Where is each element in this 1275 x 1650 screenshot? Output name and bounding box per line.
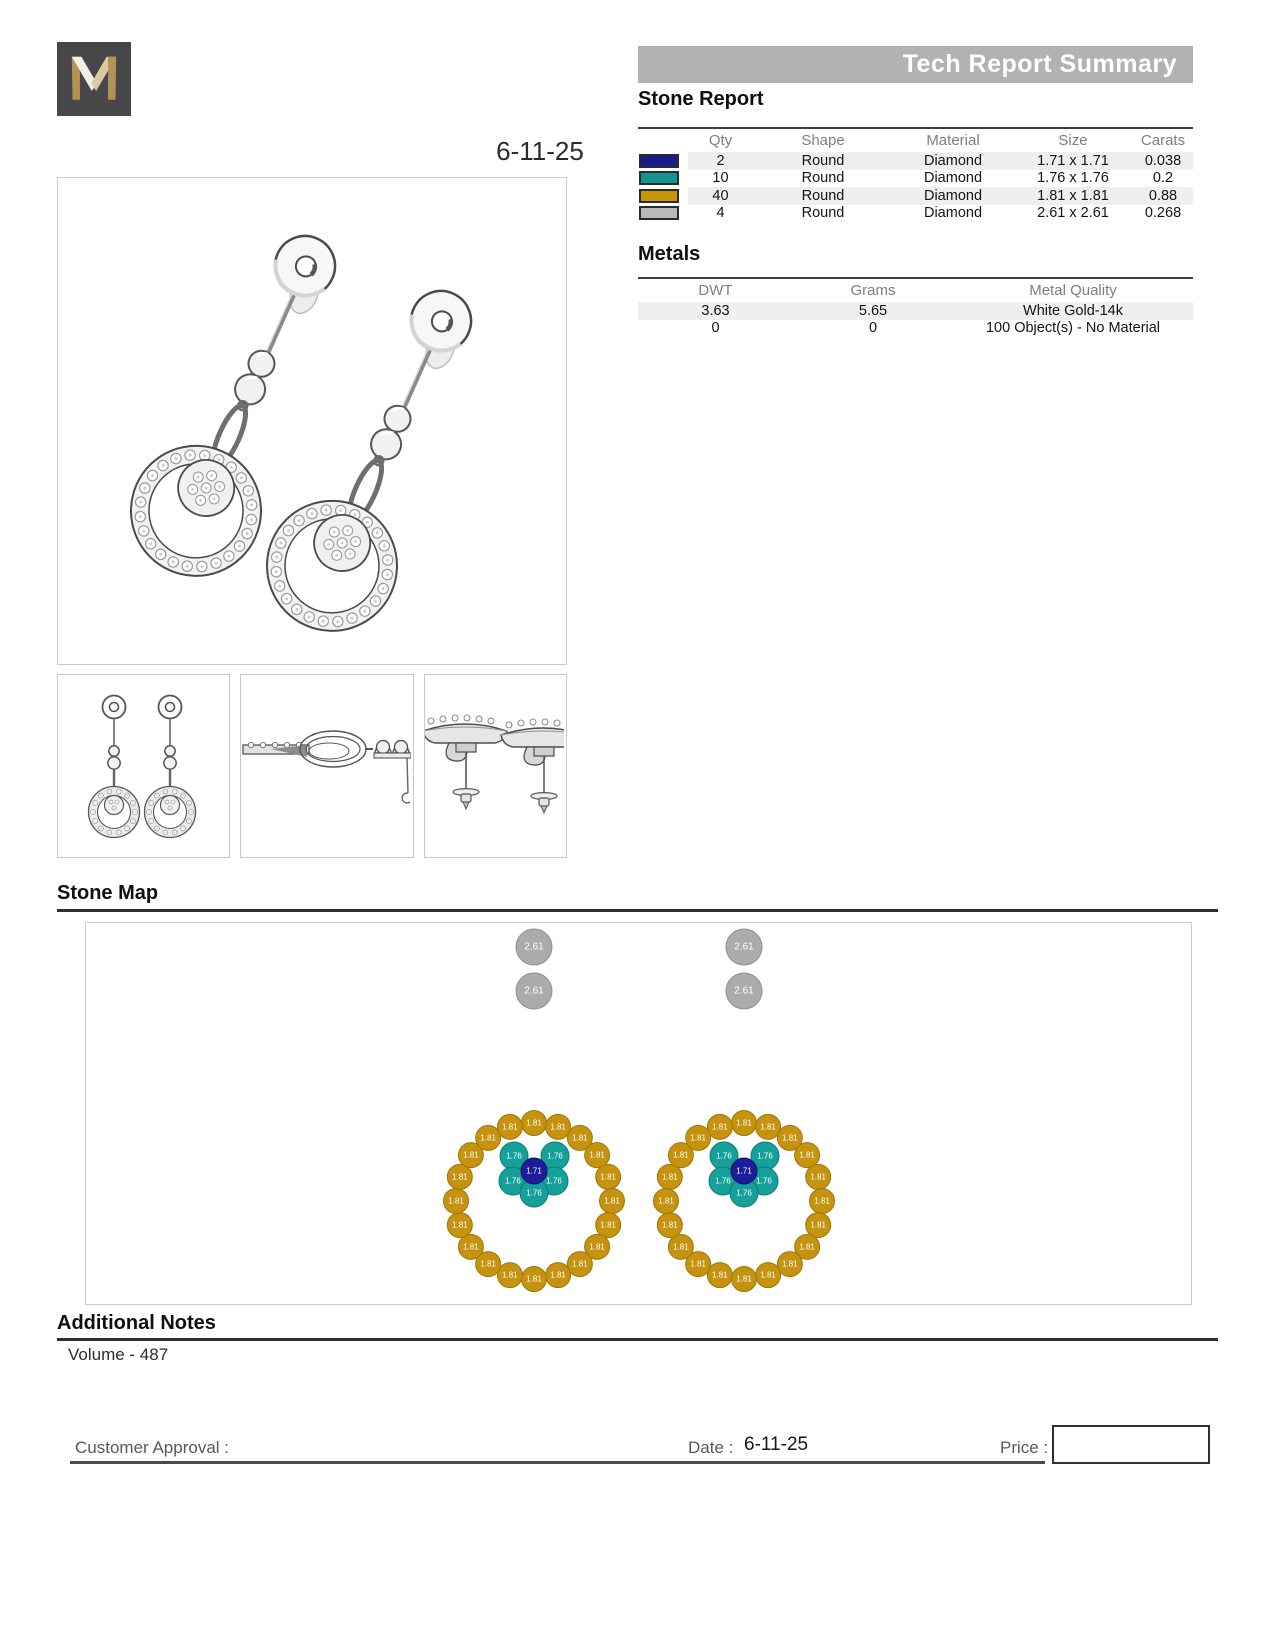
svg-text:2.61: 2.61 bbox=[734, 941, 754, 953]
stone-outer-1-81 bbox=[600, 1189, 625, 1214]
svg-text:1.76: 1.76 bbox=[505, 1176, 521, 1186]
svg-text:1.81: 1.81 bbox=[810, 1172, 826, 1182]
stone-report-cell: 1.81 x 1.81 bbox=[1037, 187, 1109, 204]
svg-text:1.81: 1.81 bbox=[690, 1133, 706, 1143]
svg-text:1.81: 1.81 bbox=[673, 1150, 689, 1160]
stone-report-cell: Round bbox=[801, 205, 845, 222]
svg-text:1.81: 1.81 bbox=[463, 1242, 479, 1252]
stone-outer-1-81 bbox=[795, 1143, 820, 1168]
stone-outer-1-81 bbox=[476, 1125, 501, 1150]
stone-outer-1-81 bbox=[810, 1189, 835, 1214]
stone-outer-1-81 bbox=[806, 1213, 831, 1238]
svg-text:1.81: 1.81 bbox=[814, 1196, 830, 1206]
stone-report-cell: Round bbox=[801, 152, 845, 169]
stone-outer-1-81 bbox=[596, 1164, 621, 1189]
metals-col-header: Metal Quality bbox=[1029, 282, 1117, 299]
stone-report-row bbox=[638, 187, 1193, 205]
svg-text:1.81: 1.81 bbox=[550, 1270, 566, 1280]
stone-outer-1-81 bbox=[657, 1164, 682, 1189]
stone-outer-1-81 bbox=[522, 1111, 547, 1136]
footer-date-label: Date : bbox=[688, 1438, 734, 1457]
swatch-cell bbox=[638, 171, 688, 185]
svg-text:1.81: 1.81 bbox=[452, 1220, 468, 1230]
logo-m-icon bbox=[57, 42, 131, 116]
thumb-side-view-render bbox=[425, 675, 564, 855]
swatch-cell bbox=[638, 154, 688, 168]
svg-text:1.81: 1.81 bbox=[480, 1259, 496, 1269]
report-date: 6-11-25 bbox=[496, 136, 584, 166]
svg-text:1.76: 1.76 bbox=[547, 1151, 563, 1161]
metals-row bbox=[638, 302, 1193, 320]
svg-text:2.61: 2.61 bbox=[734, 985, 754, 997]
company-logo bbox=[57, 42, 131, 116]
stone-report-cell: 10 bbox=[712, 170, 729, 187]
stone-map-title: Stone Map bbox=[57, 882, 159, 904]
stone-outer-1-81 bbox=[497, 1114, 522, 1139]
svg-text:1.76: 1.76 bbox=[716, 1151, 732, 1161]
stone-color-swatch bbox=[639, 171, 679, 185]
price-box bbox=[1052, 1425, 1210, 1464]
stone-outer-1-81 bbox=[546, 1114, 571, 1139]
thumb-top-view bbox=[240, 674, 414, 858]
metals-cell: 0 bbox=[711, 320, 720, 337]
svg-text:2.61: 2.61 bbox=[524, 941, 544, 953]
svg-text:1.81: 1.81 bbox=[799, 1242, 815, 1252]
stone-outer-1-81 bbox=[596, 1213, 621, 1238]
metals-cell: 3.63 bbox=[701, 302, 730, 319]
stone-report-cell: 1.71 x 1.71 bbox=[1037, 152, 1109, 169]
svg-text:1.81: 1.81 bbox=[600, 1172, 616, 1182]
svg-text:1.76: 1.76 bbox=[756, 1176, 772, 1186]
stone-outer-1-81 bbox=[522, 1267, 547, 1292]
stone-color-swatch bbox=[639, 189, 679, 203]
additional-notes-title: Additional Notes bbox=[57, 1312, 216, 1334]
metals-table bbox=[638, 277, 1193, 337]
stone-outer-1-81 bbox=[458, 1234, 483, 1259]
svg-text:1.81: 1.81 bbox=[712, 1270, 728, 1280]
stone-outer-1-81 bbox=[668, 1234, 693, 1259]
svg-text:1.81: 1.81 bbox=[452, 1172, 468, 1182]
svg-text:1.81: 1.81 bbox=[550, 1122, 566, 1132]
stone-report-row-cells bbox=[688, 170, 1193, 188]
stone-report-col-header: Size bbox=[1058, 132, 1088, 149]
customer-approval-label: Customer Approval : bbox=[75, 1438, 230, 1457]
svg-text:1.81: 1.81 bbox=[662, 1220, 678, 1230]
stone-outer-1-81 bbox=[686, 1125, 711, 1150]
svg-text:1.81: 1.81 bbox=[526, 1118, 542, 1128]
stone-report-header bbox=[638, 127, 1193, 152]
stone-outer-1-81 bbox=[732, 1267, 757, 1292]
metals-cell: 5.65 bbox=[858, 302, 888, 319]
stone-report-col-header: Material bbox=[926, 132, 980, 149]
stone-report-title: Stone Report bbox=[638, 88, 764, 110]
additional-notes-divider bbox=[57, 1338, 1218, 1341]
tech-report-header-bar: Tech Report Summary bbox=[638, 46, 1193, 83]
stone-outer-1-81 bbox=[585, 1143, 610, 1168]
metals-cell: 100 Object(s) - No Material bbox=[985, 320, 1161, 337]
svg-text:1.81: 1.81 bbox=[572, 1133, 588, 1143]
svg-text:1.81: 1.81 bbox=[502, 1270, 518, 1280]
svg-text:1.81: 1.81 bbox=[799, 1150, 815, 1160]
stone-large-2-61 bbox=[726, 973, 762, 1009]
earrings-render bbox=[58, 178, 564, 662]
swatch-cell bbox=[638, 206, 688, 220]
stone-report-cell: 4 bbox=[716, 205, 725, 222]
stone-outer-1-81 bbox=[546, 1263, 571, 1288]
stone-report-cell: Round bbox=[801, 170, 845, 187]
stone-report-row-cells bbox=[688, 187, 1193, 205]
stone-report-col-header: Shape bbox=[801, 132, 845, 149]
svg-text:2.61: 2.61 bbox=[524, 985, 544, 997]
stone-report-cell: 2 bbox=[716, 152, 725, 169]
stone-report-cell: Round bbox=[801, 187, 845, 204]
svg-text:1.81: 1.81 bbox=[712, 1122, 728, 1132]
svg-text:1.76: 1.76 bbox=[736, 1188, 752, 1198]
stone-outer-1-81 bbox=[707, 1263, 732, 1288]
stone-large-2-61 bbox=[516, 973, 552, 1009]
stone-center-1-71 bbox=[731, 1158, 757, 1184]
stone-outer-1-81 bbox=[806, 1164, 831, 1189]
swatch-cell bbox=[638, 189, 688, 203]
thumb-front-view-render bbox=[58, 675, 227, 855]
stone-map-canvas bbox=[86, 923, 1189, 1302]
thumb-front-view bbox=[57, 674, 230, 858]
svg-text:1.81: 1.81 bbox=[782, 1133, 798, 1143]
svg-text:1.81: 1.81 bbox=[572, 1259, 588, 1269]
stone-map-box bbox=[85, 922, 1192, 1305]
svg-text:1.81: 1.81 bbox=[673, 1242, 689, 1252]
stone-report-cell: 0.88 bbox=[1148, 187, 1178, 204]
svg-text:1.76: 1.76 bbox=[526, 1188, 542, 1198]
svg-text:1.81: 1.81 bbox=[589, 1242, 605, 1252]
svg-text:1.76: 1.76 bbox=[546, 1176, 562, 1186]
svg-text:1.81: 1.81 bbox=[448, 1196, 464, 1206]
stone-report-cell: 40 bbox=[712, 187, 729, 204]
svg-text:1.81: 1.81 bbox=[526, 1274, 542, 1284]
svg-text:1.76: 1.76 bbox=[715, 1176, 731, 1186]
svg-text:1.71: 1.71 bbox=[736, 1166, 752, 1176]
metals-header bbox=[638, 277, 1193, 302]
stone-outer-1-81 bbox=[756, 1263, 781, 1288]
svg-text:1.81: 1.81 bbox=[690, 1259, 706, 1269]
stone-report-cell: Diamond bbox=[923, 205, 983, 222]
svg-text:1.81: 1.81 bbox=[760, 1122, 776, 1132]
stone-report-cell: 0.038 bbox=[1144, 152, 1182, 169]
stone-outer-1-81 bbox=[447, 1164, 472, 1189]
svg-text:1.76: 1.76 bbox=[757, 1151, 773, 1161]
stone-outer-1-81 bbox=[657, 1213, 682, 1238]
stone-report-table bbox=[638, 127, 1193, 222]
stone-report-cell: Diamond bbox=[923, 187, 983, 204]
stone-report-row-cells bbox=[688, 205, 1193, 223]
stone-outer-1-81 bbox=[707, 1114, 732, 1139]
stone-outer-1-81 bbox=[447, 1213, 472, 1238]
stone-color-swatch bbox=[639, 154, 679, 168]
main-render-box bbox=[57, 177, 567, 665]
svg-text:1.81: 1.81 bbox=[662, 1172, 678, 1182]
svg-text:1.76: 1.76 bbox=[506, 1151, 522, 1161]
stone-report-col-header: Qty bbox=[708, 132, 733, 149]
metals-col-header: DWT bbox=[698, 282, 733, 299]
svg-text:1.81: 1.81 bbox=[782, 1259, 798, 1269]
stone-report-cell: 0.268 bbox=[1144, 205, 1182, 222]
stone-large-2-61 bbox=[726, 929, 762, 965]
svg-text:1.81: 1.81 bbox=[502, 1122, 518, 1132]
stone-center-1-71 bbox=[521, 1158, 547, 1184]
stone-report-row bbox=[638, 152, 1193, 170]
metals-row bbox=[638, 320, 1193, 338]
thumb-top-view-render bbox=[241, 675, 411, 855]
svg-text:1.81: 1.81 bbox=[736, 1118, 752, 1128]
svg-text:1.81: 1.81 bbox=[589, 1150, 605, 1160]
stone-report-cell: 2.61 x 2.61 bbox=[1037, 205, 1109, 222]
metals-cell: 0 bbox=[868, 320, 878, 337]
svg-text:1.71: 1.71 bbox=[526, 1166, 542, 1176]
stone-report-cell: Diamond bbox=[923, 170, 983, 187]
metals-title: Metals bbox=[638, 243, 701, 265]
stone-color-swatch bbox=[639, 206, 679, 220]
svg-text:1.81: 1.81 bbox=[760, 1270, 776, 1280]
stone-report-row bbox=[638, 205, 1193, 223]
metals-col-header: Grams bbox=[850, 282, 896, 299]
stone-outer-1-81 bbox=[654, 1189, 679, 1214]
metals-cell: White Gold-14k bbox=[1023, 302, 1123, 319]
footer-price-label: Price : bbox=[1000, 1438, 1049, 1457]
signature-line bbox=[70, 1461, 1045, 1464]
stone-outer-1-81 bbox=[756, 1114, 781, 1139]
stone-report-col-header: Carats bbox=[1140, 132, 1186, 149]
svg-text:1.81: 1.81 bbox=[658, 1196, 674, 1206]
stone-outer-1-81 bbox=[444, 1189, 469, 1214]
stone-report-cell: 1.76 x 1.76 bbox=[1037, 170, 1109, 187]
stone-outer-1-81 bbox=[777, 1252, 802, 1277]
stone-outer-1-81 bbox=[567, 1252, 592, 1277]
svg-text:1.81: 1.81 bbox=[463, 1150, 479, 1160]
stone-report-cell: Diamond bbox=[923, 152, 983, 169]
volume-note: Volume - 487 bbox=[68, 1345, 169, 1364]
svg-text:1.81: 1.81 bbox=[736, 1274, 752, 1284]
svg-text:1.81: 1.81 bbox=[600, 1220, 616, 1230]
svg-text:1.81: 1.81 bbox=[810, 1220, 826, 1230]
stone-report-row-cells bbox=[688, 152, 1193, 170]
thumb-side-view bbox=[424, 674, 567, 858]
stone-outer-1-81 bbox=[732, 1111, 757, 1136]
stone-map-divider bbox=[57, 909, 1218, 912]
footer-date-value: 6-11-25 bbox=[744, 1434, 809, 1455]
stone-outer-1-81 bbox=[497, 1263, 522, 1288]
svg-text:1.81: 1.81 bbox=[480, 1133, 496, 1143]
stone-report-cell: 0.2 bbox=[1152, 170, 1174, 187]
svg-text:1.81: 1.81 bbox=[604, 1196, 620, 1206]
stone-large-2-61 bbox=[516, 929, 552, 965]
stone-report-row bbox=[638, 170, 1193, 188]
